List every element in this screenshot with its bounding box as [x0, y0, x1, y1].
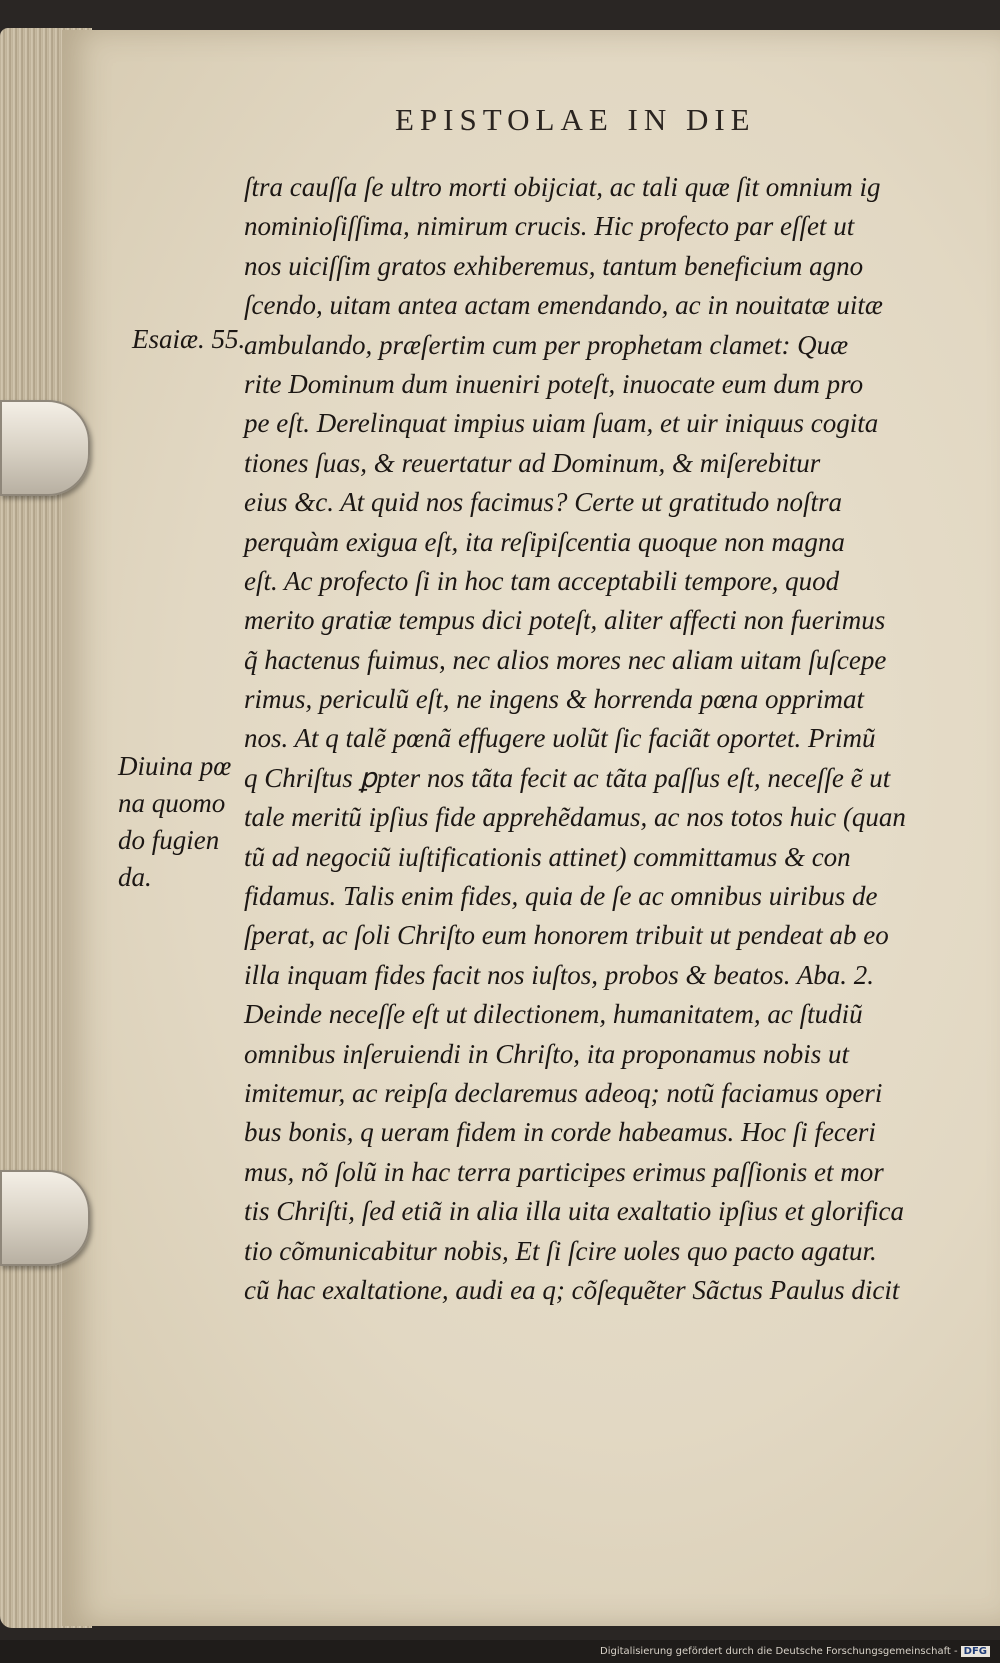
credit-text: Digitalisierung gefördert durch die Deutsche Forschungsgemeinschaft - [600, 1646, 958, 1657]
marginal-note-esaiae: Esaiæ. 55. [132, 324, 246, 354]
text-line: ambulando, præſertim cum per prophetam clamet: Quæ [244, 329, 849, 360]
text-line: eſt. Ac profecto ſi in hoc tam acceptabili tempore, quod [244, 565, 840, 596]
text-line: eius &c. At quid nos facimus? Certe ut gratitudo noſtra [244, 487, 842, 518]
text-line: q Chriſtus ꝑpter nos tãta fecit ac tãta paſſus eſt, neceſſe ẽ ut [244, 762, 891, 793]
text-line: Deinde neceſſe eſt ut dilectionem, humanitatem, ac ſtudiũ [244, 999, 863, 1030]
body-text [244, 168, 954, 1310]
text-line: tis Chriſti, ſed etiã in alia illa uita exaltatio ipſius et glorifica [244, 1196, 904, 1227]
text-line: bus bonis, q ueram fidem in corde habeamus. Hoc ſi feceri [244, 1117, 876, 1148]
text-line: q̃ hactenus fuimus, nec alios mores nec aliam uitam ſuſcepe [244, 644, 887, 675]
text-line: perquàm exigua eſt, ita reſipiſcentia quoque non magna [244, 526, 845, 557]
text-line: cũ hac exaltatione, audi ea q; cõſequẽter Sãctus Paulus dicit [244, 1274, 900, 1305]
text-line: pe eſt. Derelinquat impius uiam ſuam, et uir iniquus cogita [244, 408, 879, 439]
marginal-line: da. [118, 862, 152, 892]
text-line: tũ ad negociũ iuſtificationis attinet) committamus & con [244, 841, 851, 872]
marginal-line: Diuina pœ [118, 751, 232, 781]
text-line: rimus, periculũ eſt, ne ingens & horrenda pœna opprimat [244, 684, 864, 715]
text-line: ſperat, ac ſoli Chriſto eum honorem tribuit ut pendeat ab eo [244, 920, 889, 951]
text-line: imitemur, ac reipſa declaremus adeoq; notũ faciamus operi [244, 1077, 883, 1108]
page-clip-bottom [0, 1170, 90, 1266]
text-line: illa inquam fides facit nos iuſtos, probos & beatos. Aba. 2. [244, 959, 875, 990]
digitization-credit [600, 1646, 990, 1657]
text-line: omnibus inſeruiendi in Chriſto, ita proponamus nobis ut [244, 1038, 850, 1069]
text-line: tale meritũ ipſius fide apprehẽdamus, ac nos totos huic (quan [244, 802, 906, 833]
running-head: EPISTOLAE IN DIE [395, 102, 756, 137]
text-line: mus, nõ ſolũ in hac terra participes erimus paſſionis et mor [244, 1156, 884, 1187]
marginal-line: na quomo [118, 788, 226, 818]
text-line: tio cõmunicabitur nobis, Et ſi ſcire uoles quo pacto agatur. [244, 1235, 877, 1266]
marginal-note-divina-poena [118, 748, 248, 896]
marginal-line: do fugien [118, 825, 220, 855]
text-line: rite Dominum dum inueniri poteſt, inuocate eum dum pro [244, 368, 864, 399]
text-line: nominioſiſſima, nimirum crucis. Hic profecto par eſſet ut [244, 211, 855, 242]
text-line: ſtra cauſſa ſe ultro morti obijciat, ac tali quæ ſit omnium ig [244, 172, 881, 202]
page-clip-top [0, 400, 90, 496]
dfg-logo-icon: DFG [961, 1646, 990, 1657]
text-line: nos. At q talẽ pœnã effugere uolũt ſic faciãt oportet. Primũ [244, 723, 876, 754]
text-line: tiones ſuas, & reuertatur ad Dominum, & miſerebitur [244, 447, 821, 478]
text-line: merito gratiæ tempus dici poteſt, aliter affecti non fuerimus [244, 605, 886, 636]
text-line: fidamus. Talis enim fides, quia de ſe ac omnibus uiribus de [244, 881, 878, 912]
text-line: nos uiciſſim gratos exhiberemus, tantum beneficium agno [244, 250, 864, 281]
text-line: ſcendo, uitam antea actam emendando, ac in nouitatæ uitæ [244, 290, 883, 321]
